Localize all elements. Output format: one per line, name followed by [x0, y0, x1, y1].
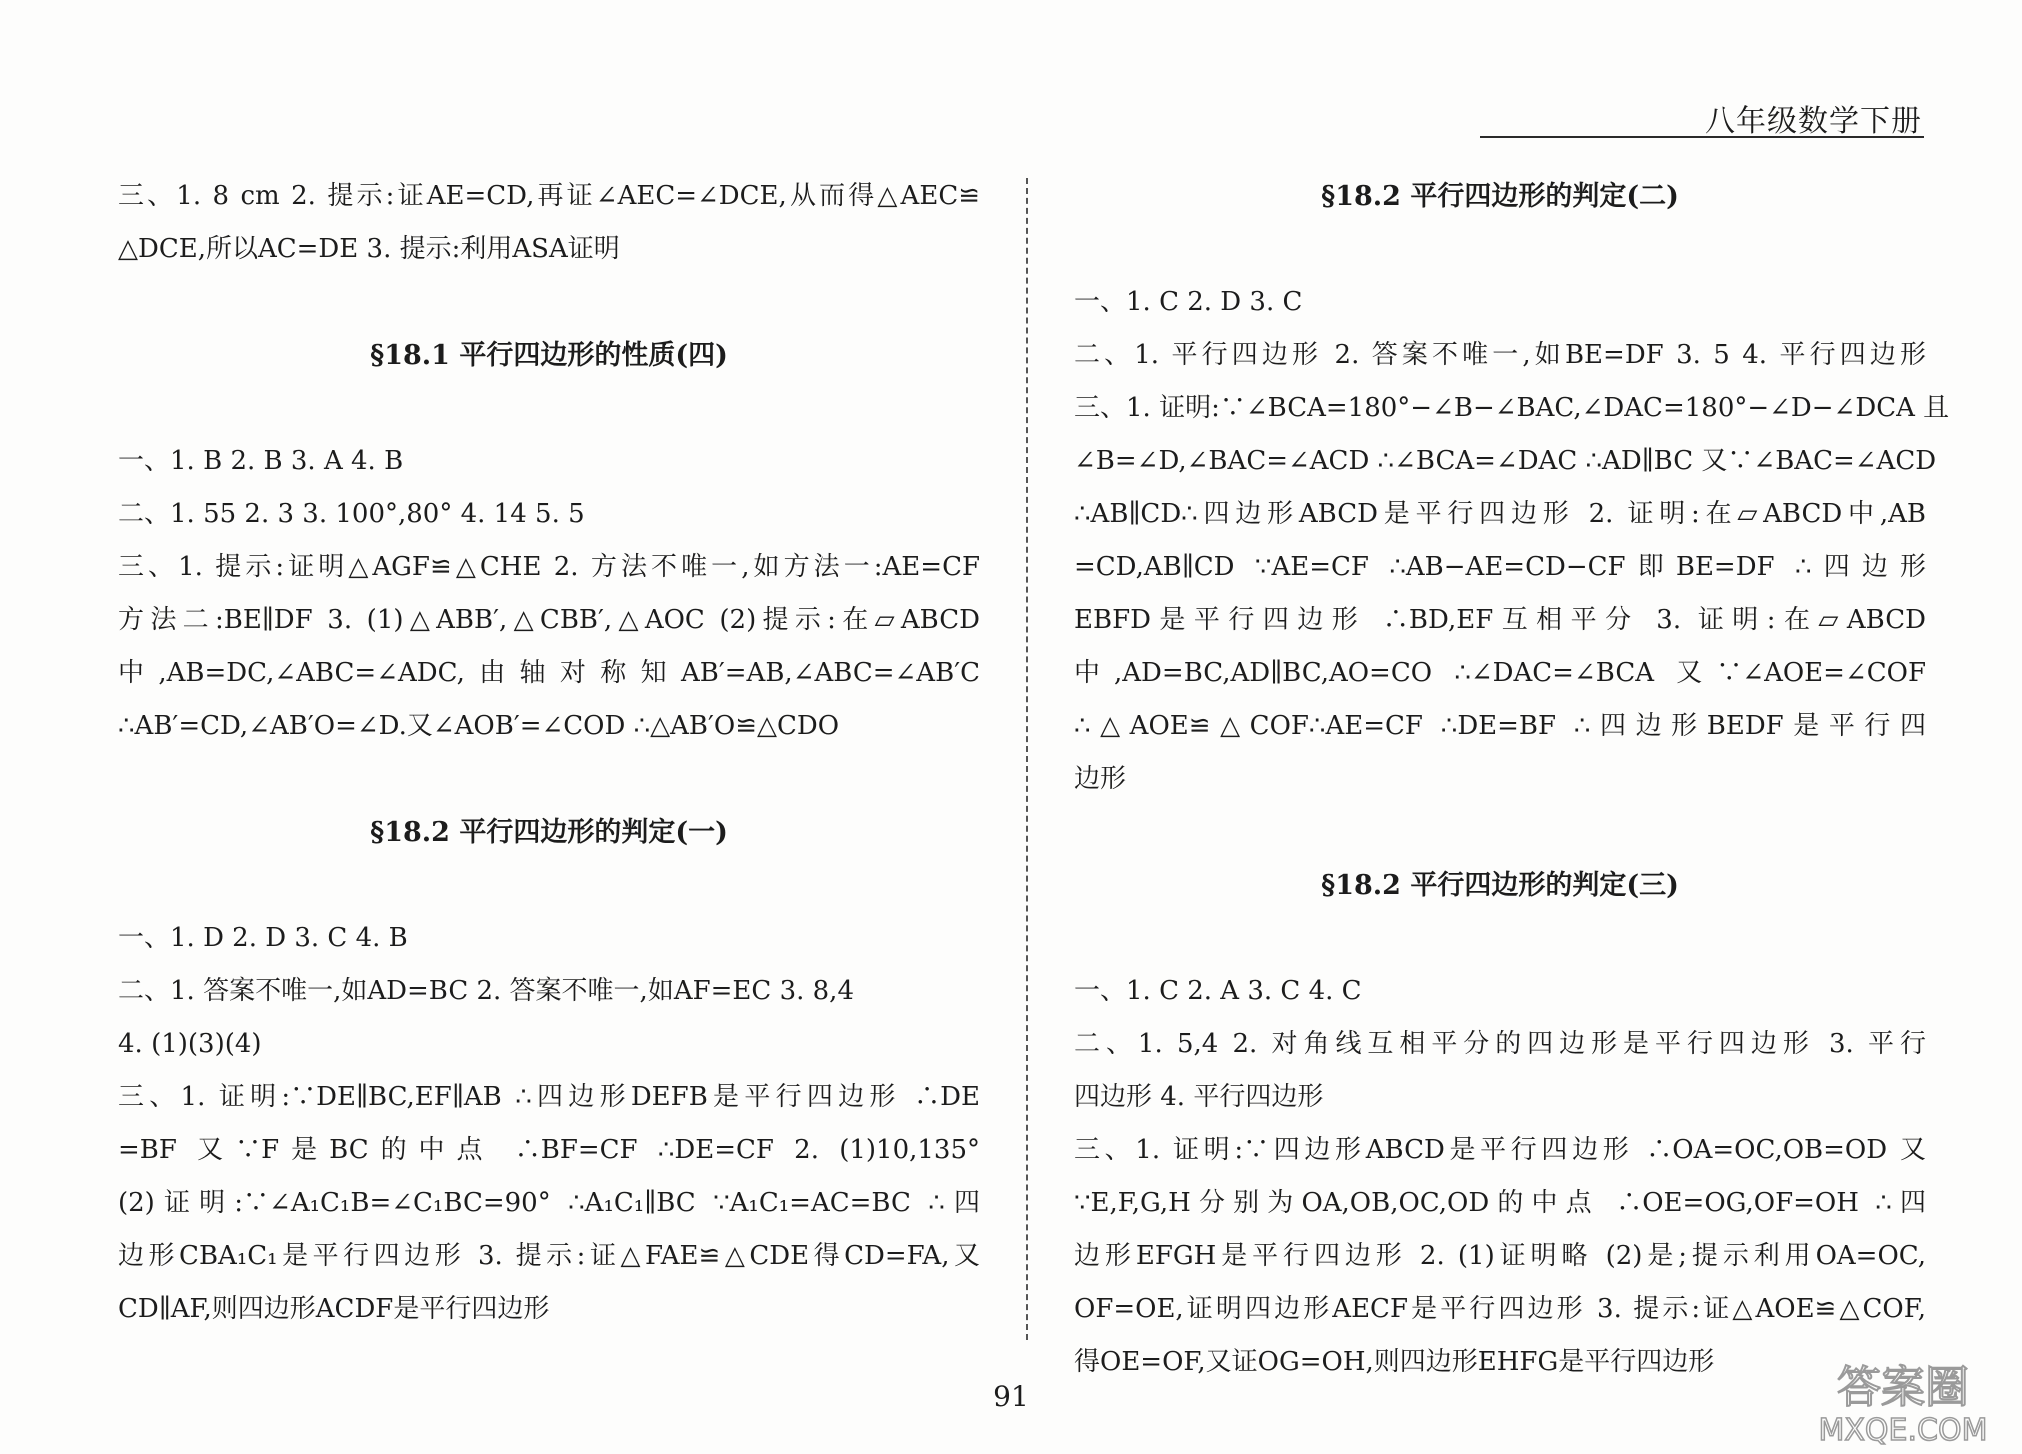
section-heading: §18.1 平行四边形的性质(四) — [370, 340, 728, 371]
watermark-bottom: MXQE.COM — [1818, 1413, 1988, 1446]
header-rule — [1480, 136, 1924, 138]
watermark-logo — [1798, 1356, 2008, 1446]
right-column — [1074, 170, 1950, 1389]
answer-line: 三、1. 提示:证明△AGF≌△CHE 2. 方法不唯一,如方法一:AE=CF — [118, 552, 980, 582]
answer-line: 二、1. 55 2. 3 3. 100°,80° 4. 14 5. 5 — [118, 499, 585, 529]
section-heading: §18.2 平行四边形的判定(一) — [370, 817, 728, 848]
spacer — [118, 382, 980, 435]
spacer — [118, 859, 980, 912]
answer-line: 三、1. 证明:∵∠BCA=180°−∠B−∠BAC,∠DAC=180°−∠D−∠DCA 且 — [1074, 393, 1950, 423]
answer-line: 三、1. 8 cm 2. 提示:证AE=CD,再证∠AEC=∠DCE,从而得△AEC≌ — [118, 181, 980, 211]
answer-line: ∠B=∠D,∠BAC=∠ACD ∴∠BCA=∠DAC ∴AD∥BC 又∵∠BAC=∠ACD — [1074, 446, 1937, 476]
section-heading: §18.2 平行四边形的判定(二) — [1321, 181, 1679, 212]
answer-line: OF=OE,证明四边形AECF是平行四边形 3. 提示:证△AOE≌△COF, — [1074, 1294, 1926, 1324]
answer-line: 4. (1)(3)(4) — [118, 1029, 262, 1059]
answer-line: 三、1. 证明:∵四边形ABCD是平行四边形 ∴OA=OC,OB=OD 又 — [1074, 1135, 1926, 1165]
answer-line: ∴AB∥CD∴四边形ABCD是平行四边形 2. 证明:在▱ABCD中,AB — [1074, 499, 1926, 529]
spacer — [1074, 806, 1926, 859]
header-title: 八年级数学下册 — [1705, 104, 1922, 139]
answer-line: △DCE,所以AC=DE 3. 提示:利用ASA证明 — [118, 234, 620, 264]
answer-line: 二、1. 平行四边形 2. 答案不唯一,如BE=DF 3. 5 4. 平行四边形 — [1074, 340, 1926, 370]
answer-line: (2)证明:∵∠A₁C₁B=∠C₁BC=90° ∴A₁C₁∥BC ∵A₁C₁=AC=BC ∴四 — [118, 1188, 980, 1218]
answer-line: =BF 又∵F是BC的中点 ∴BF=CF ∴DE=CF 2. (1)10,135° — [118, 1135, 980, 1165]
spacer — [1074, 912, 1926, 965]
page-number: 91 — [993, 1380, 1029, 1413]
answer-line: ∴AB′=CD,∠AB′O=∠D.又∠AOB′=∠COD ∴△AB′O≌△CDO — [118, 711, 840, 741]
answer-line: 一、1. D 2. D 3. C 4. B — [118, 923, 408, 953]
answer-line: 得OE=OF,又证OG=OH,则四边形EHFG是平行四边形 — [1074, 1347, 1715, 1377]
answer-line: =CD,AB∥CD ∵AE=CF ∴AB−AE=CD−CF即BE=DF ∴四边形 — [1074, 552, 1926, 582]
spacer — [118, 276, 980, 329]
answer-line: 中,AB=DC,∠ABC=∠ADC,由轴对称知AB′=AB,∠ABC=∠AB′C — [118, 658, 980, 688]
answer-line: 边形CBA₁C₁是平行四边形 3. 提示:证△FAE≌△CDE得CD=FA,又 — [118, 1241, 980, 1271]
answer-line: 二、1. 5,4 2. 对角线互相平分的四边形是平行四边形 3. 平行 — [1074, 1029, 1926, 1059]
answer-line: 方法二:BE∥DF 3. (1)△ABB′,△CBB′,△AOC (2)提示:在▱ABCD — [118, 605, 980, 635]
answer-line: 二、1. 答案不唯一,如AD=BC 2. 答案不唯一,如AF=EC 3. 8,4 — [118, 976, 854, 1006]
answer-line: EBFD是平行四边形 ∴BD,EF互相平分 3. 证明:在▱ABCD — [1074, 605, 1926, 635]
answer-line: 一、1. C 2. A 3. C 4. C — [1074, 976, 1362, 1006]
column-divider — [1026, 178, 1028, 1340]
answer-line: ∵E,F,G,H分别为OA,OB,OC,OD的中点 ∴OE=OG,OF=OH ∴四 — [1074, 1188, 1926, 1218]
section-heading: §18.2 平行四边形的判定(三) — [1321, 870, 1679, 901]
watermark-top: 答案圈 — [1837, 1362, 1969, 1413]
left-column — [118, 170, 980, 1336]
answer-line: 四边形 4. 平行四边形 — [1074, 1082, 1324, 1112]
answer-line: 三、1. 证明:∵DE∥BC,EF∥AB ∴四边形DEFB是平行四边形 ∴DE — [118, 1082, 980, 1112]
answer-line: 边形 — [1074, 764, 1127, 794]
answer-line: ∴△AOE≌△COF∴AE=CF ∴DE=BF ∴四边形BEDF是平行四 — [1074, 711, 1926, 741]
spacer — [1074, 223, 1926, 276]
answer-line: 中,AD=BC,AD∥BC,AO=CO ∴∠DAC=∠BCA 又∵∠AOE=∠COF — [1074, 658, 1926, 688]
spacer — [118, 753, 980, 806]
answer-line: 边形EFGH是平行四边形 2. (1)证明略 (2)是;提示利用OA=OC, — [1074, 1241, 1926, 1271]
answer-line: 一、1. B 2. B 3. A 4. B — [118, 446, 404, 476]
answer-line: CD∥AF,则四边形ACDF是平行四边形 — [118, 1294, 550, 1324]
answer-line: 一、1. C 2. D 3. C — [1074, 287, 1303, 317]
